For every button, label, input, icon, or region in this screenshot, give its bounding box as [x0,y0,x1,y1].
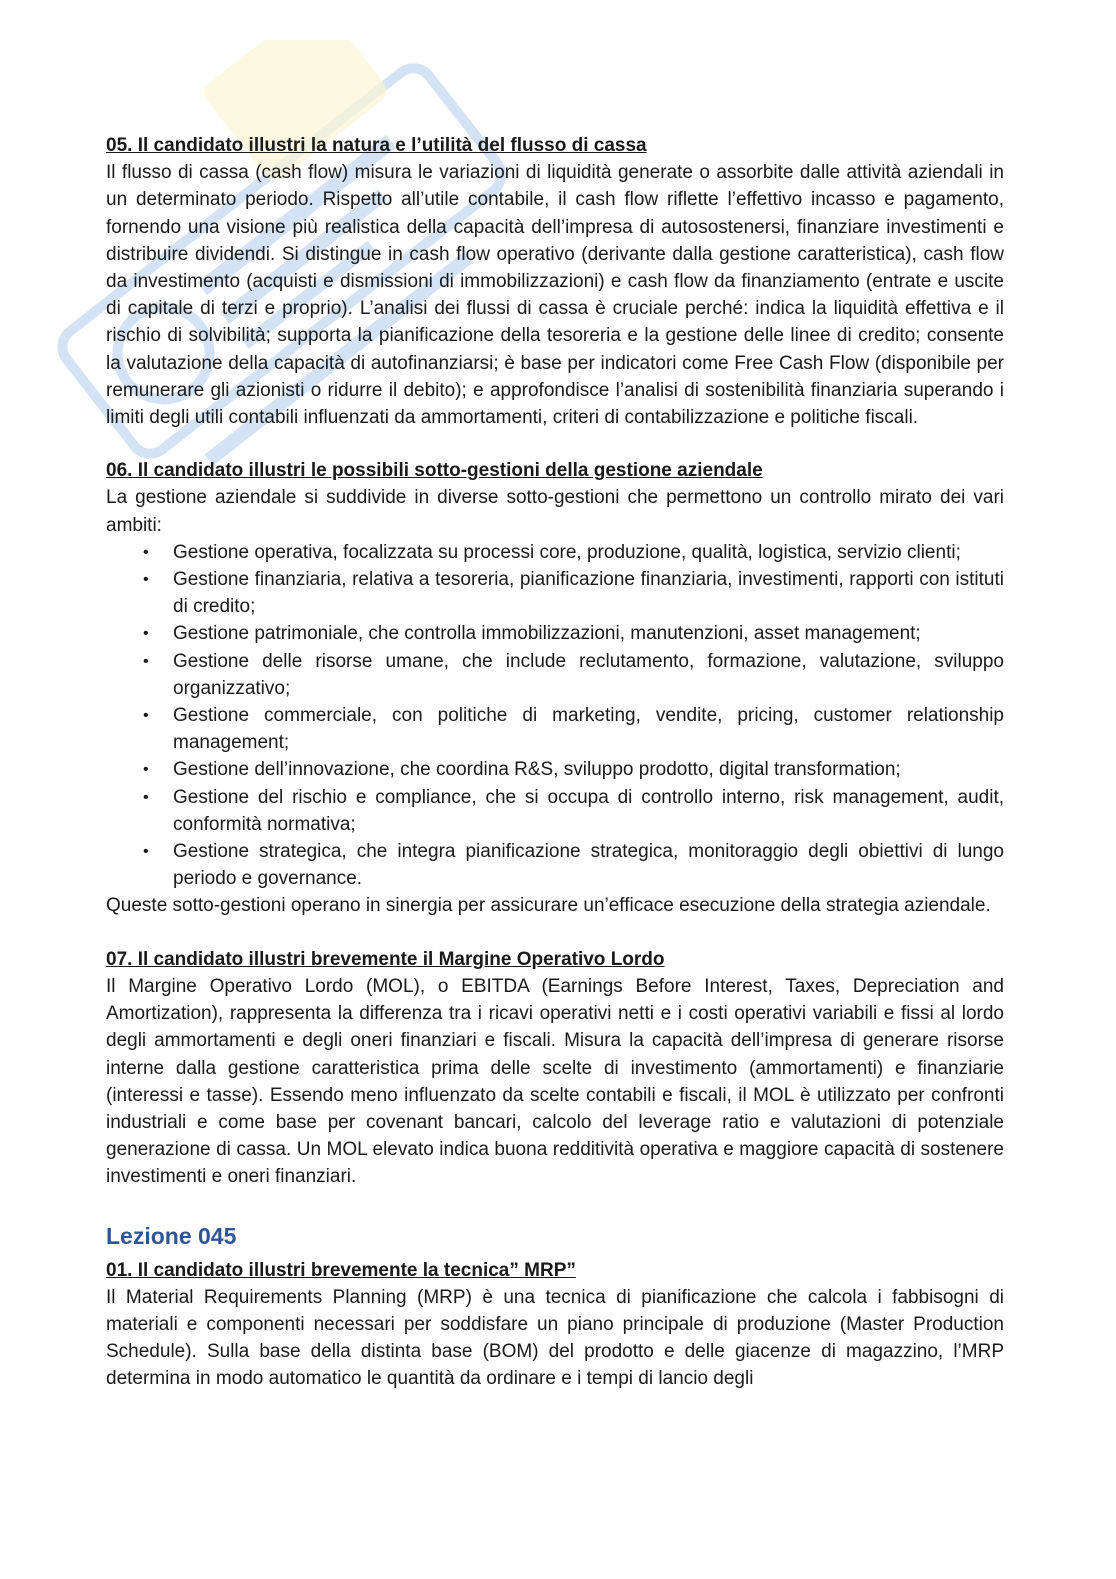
list-item: • Gestione strategica, che integra pianificazione strategica, monitoraggio degli obiettivi di lungo periodo e governance. [173,838,1004,892]
question-07-answer: Il Margine Operativo Lordo (MOL), o EBITDA (Earnings Before Interest, Taxes, Depreciation and Amortization), rappresenta la differenza tra i ricavi operativi netti e i costi operativi variabili e fissi al lordo degli ammortamenti e degli oneri finanziari e fiscali. Misura la capacità dell’impresa di generare risorse interne dalla gestione caratteristica prima delle scelte di investimento (ammortamenti) e finanziarie (interessi e tasse). Essendo meno influenzato da scelte contabili e fiscali, il MOL è utilizzato per confronti industriali e come base per covenant bancari, calcolo del leverage ratio e valutazioni di potenziale generazione di cassa. Un MOL elevato indica buona redditività operativa e maggiore capacità di sostenere investimenti e oneri finanziari. [106,975,1004,1188]
document-page [106,132,1004,1393]
list-item: • Gestione commerciale, con politiche di marketing, vendite, pricing, customer relationship management; [173,702,1004,756]
list-item: • Gestione dell’innovazione, che coordina R&S, sviluppo prodotto, digital transformation; [173,756,1004,783]
question-05-answer: Il flusso di cassa (cash flow) misura le variazioni di liquidità generate o assorbite dalle attività aziendali in un determinato periodo. Rispetto all’utile contabile, il cash flow riflette l’effettivo incasso e pagamento, fornendo una visione più realistica della capacità dell’impresa di autosostenersi, finanziare investimenti e distribuire dividendi. Si distingue in cash flow operativo (derivante dalla gestione caratteristica), cash flow da investimento (acquisti e dismissioni di immobilizzazioni) e cash flow da finanziamento (entrate e uscite di capitale di terzi e proprio). L’analisi dei flussi di cassa è cruciale perché: indica la liquidità effettiva e il rischio di solvibilità; supporta la pianificazione della tesoreria e la gestione delle linee di credito; consente la valutazione della capacità di autofinanziarsi; è base per indicatori come Free Cash Flow (disponibile per remunerare gli azionisti o ridurre il debito); e approfondisce l’analisi di sostenibilità finanziaria superando i limiti degli utili contabili influenzati da ammortamenti, criteri di contabilizzazione e politiche fiscali. [106,162,1004,429]
question-06-intro: La gestione aziendale si suddivide in diverse sotto-gestioni che permettono un controllo mirato dei vari ambiti: [106,487,1004,536]
question-06-outro: Queste sotto-gestioni operano in sinergia per assicurare un’efficace esecuzione della strategia aziendale. [106,895,991,917]
lesson-heading: Lezione 045 [106,1222,237,1249]
question-05-title: 05. Il candidato illustri la natura e l’utilità del flusso di cassa [106,135,647,156]
list-item: • Gestione finanziaria, relativa a tesoreria, pianificazione finanziaria, investimenti, rapporti con istituti di credito; [173,566,1004,620]
lesson-question-01-title: 01. Il candidato illustri brevemente la tecnica” MRP” [106,1259,576,1281]
list-item: • Gestione patrimoniale, che controlla immobilizzazioni, manutenzioni, asset management; [173,620,1004,647]
question-06-title: 06. Il candidato illustri le possibili sotto-gestioni della gestione aziendale [106,460,763,482]
question-07-title: 07. Il candidato illustri brevemente il Margine Operativo Lordo [106,948,665,970]
sub-management-list [106,539,1004,893]
list-item: • Gestione del rischio e compliance, che si occupa di controllo interno, risk management, audit, conformità normativa; [173,784,1004,838]
lesson-question-01-answer: Il Material Requirements Planning (MRP) è una tecnica di pianificazione che calcola i fabbisogni di materiali e componenti necessari per soddisfare un piano principale di produzione (Master Production Schedule). Sulla base della distinta base (BOM) del prodotto e delle giacenze di magazzino, l’MRP determina in modo automatico le quantità da ordinare e i tempi di lancio degli [106,1286,1004,1390]
list-item: • Gestione operativa, focalizzata su processi core, produzione, qualità, logistica, servizio clienti; [173,539,1004,566]
list-item: • Gestione delle risorse umane, che include reclutamento, formazione, valutazione, sviluppo organizzativo; [173,648,1004,702]
